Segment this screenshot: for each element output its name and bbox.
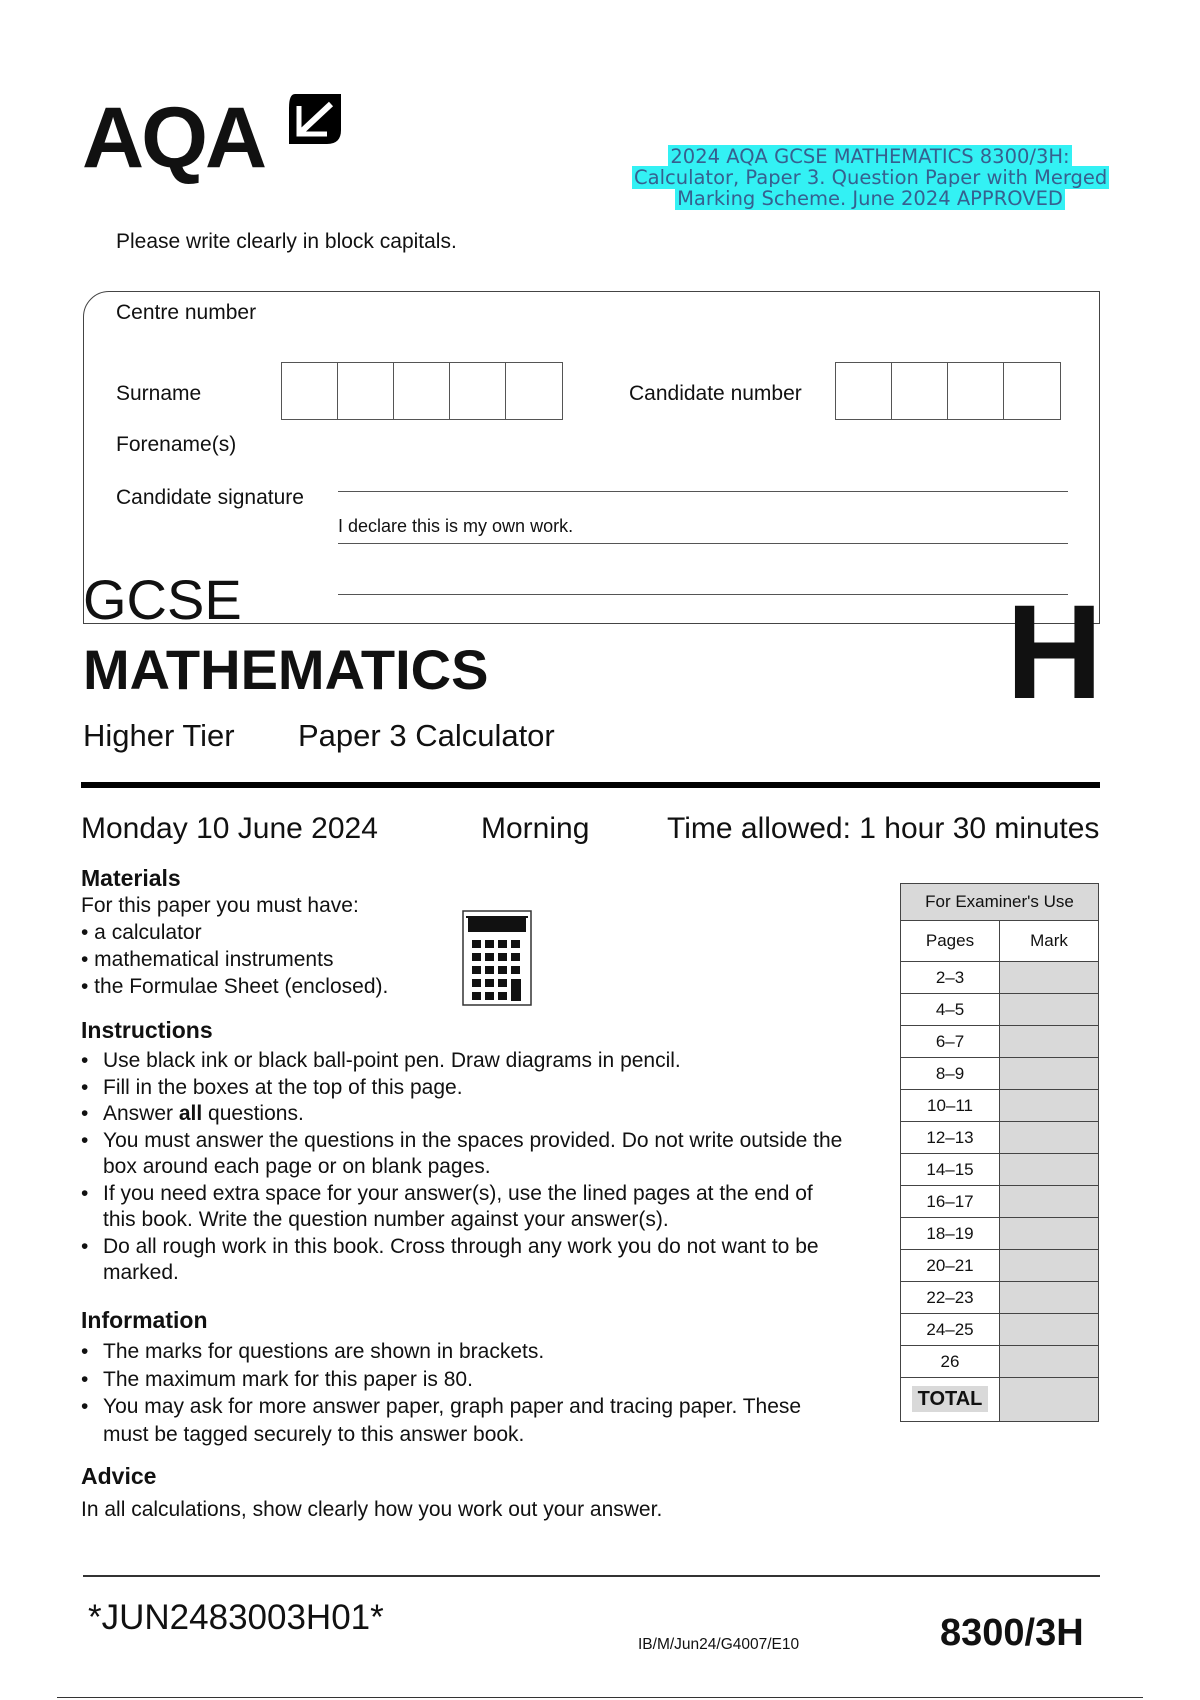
mark-cell [1000, 1250, 1099, 1282]
list-item: • You may ask for more answer paper, graph paper and tracing paper. These must be tagged securely to this answer book. [81, 1395, 802, 1446]
bullet: • [81, 1367, 89, 1391]
table-row [901, 1122, 1099, 1154]
mark-cell [1000, 1186, 1099, 1218]
centre-digit-box[interactable] [450, 363, 506, 419]
surname-label: Surname [116, 382, 202, 405]
pages-cell: 14–15 [901, 1154, 1000, 1186]
barcode-text: *JUN2483003H01* [88, 1598, 384, 1637]
table-row [901, 1186, 1099, 1218]
candidate-digit-box[interactable] [948, 363, 1004, 419]
signature-label: Candidate signature [116, 486, 304, 509]
examiners-use-title: For Examiner's Use [901, 884, 1099, 921]
candidate-number-label: Candidate number [629, 382, 802, 405]
table-row [901, 1058, 1099, 1090]
tier-label: Higher Tier [83, 718, 235, 753]
mark-cell [1000, 1218, 1099, 1250]
bullet: • [81, 1340, 89, 1363]
information-heading: Information [81, 1307, 208, 1333]
mark-cell [1000, 1090, 1099, 1122]
bullet: • [81, 1181, 89, 1205]
candidate-digit-box[interactable] [836, 363, 892, 419]
pages-cell: 26 [901, 1346, 1000, 1378]
examiners-use-table [900, 883, 1099, 1422]
instructions-list [81, 1048, 851, 1287]
list-item: • mathematical instruments [81, 948, 334, 971]
page-bottom-rule [57, 1697, 1143, 1698]
pages-column-header: Pages [901, 921, 1000, 962]
list-item: • If you need extra space for your answer(s), use the lined pages at the end of this book. Write the question number against your answer(s). [81, 1181, 813, 1231]
table-row [901, 1314, 1099, 1346]
exam-date: Monday 10 June 2024 [81, 812, 378, 845]
list-item: • The maximum mark for this paper is 80. [81, 1366, 851, 1394]
divider-thick [81, 782, 1100, 788]
exam-session: Morning [481, 812, 590, 845]
list-item: • Fill in the boxes at the top of this page. [81, 1075, 851, 1102]
pages-cell: 20–21 [901, 1250, 1000, 1282]
signature-field[interactable] [338, 543, 1068, 544]
mark-cell [1000, 1154, 1099, 1186]
mark-cell [1000, 1122, 1099, 1154]
table-row [901, 962, 1099, 994]
materials-intro: For this paper you must have: [81, 894, 359, 917]
centre-digit-box[interactable] [338, 363, 394, 419]
table-row [901, 1154, 1099, 1186]
list-item: • Do all rough work in this book. Cross through any work you do not want to be marked. [81, 1234, 819, 1284]
centre-digit-box[interactable] [506, 363, 562, 419]
list-item: • Answer all questions. [81, 1101, 851, 1128]
mark-column-header: Mark [1000, 921, 1099, 962]
paper-label: Paper 3 Calculator [298, 718, 555, 753]
signature-underline [338, 594, 1068, 595]
advice-text: In all calculations, show clearly how you work out your answer. [81, 1498, 663, 1521]
list-item: • the Formulae Sheet (enclosed). [81, 975, 389, 998]
time-allowed: Time allowed: 1 hour 30 minutes [667, 812, 1100, 845]
examiner-rows [901, 962, 1099, 1378]
candidate-number-boxes[interactable] [835, 362, 1061, 420]
centre-digit-box[interactable] [394, 363, 450, 419]
tier-letter: H [1006, 578, 1103, 727]
bullet: • [81, 1234, 89, 1258]
bullet: • [81, 1395, 89, 1418]
footer-divider [83, 1575, 1100, 1577]
list-item: • a calculator [81, 921, 202, 944]
subject-title: MATHEMATICS [83, 638, 489, 701]
mark-cell [1000, 1314, 1099, 1346]
mark-cell [1000, 1058, 1099, 1090]
mark-cell [1000, 994, 1099, 1026]
bullet: • [81, 1049, 89, 1072]
paper-code: 8300/3H [940, 1612, 1084, 1654]
qualification: GCSE [83, 568, 242, 631]
total-label: TOTAL [901, 1378, 1000, 1422]
mark-cell [1000, 962, 1099, 994]
pages-cell: 12–13 [901, 1122, 1000, 1154]
calculator-icon [462, 910, 532, 1006]
bullet: • [81, 1128, 89, 1152]
candidate-digit-box[interactable] [892, 363, 948, 419]
list-item: • Use black ink or black ball-point pen. Draw diagrams in pencil. [81, 1048, 851, 1075]
pages-cell: 10–11 [901, 1090, 1000, 1122]
document-title-highlight: 2024 AQA GCSE MATHEMATICS 8300/3H: Calculator, Paper 3. Question Paper with Merged Marking Scheme. June 2024 APPROVED [634, 145, 1108, 210]
mark-cell [1000, 1282, 1099, 1314]
pages-cell: 22–23 [901, 1282, 1000, 1314]
total-mark-cell [1000, 1378, 1099, 1422]
table-row [901, 994, 1099, 1026]
table-row [901, 1346, 1099, 1378]
forename-label: Forename(s) [116, 433, 237, 456]
aqa-leaf-icon [287, 90, 343, 148]
centre-digit-box[interactable] [282, 363, 338, 419]
table-row [901, 1250, 1099, 1282]
forename-field[interactable] [338, 491, 1068, 492]
list-item: • The marks for questions are shown in brackets. [81, 1338, 851, 1366]
pages-cell: 18–19 [901, 1218, 1000, 1250]
instructions-heading: Instructions [81, 1017, 213, 1043]
pages-cell: 16–17 [901, 1186, 1000, 1218]
pages-cell: 24–25 [901, 1314, 1000, 1346]
table-row [901, 1218, 1099, 1250]
list-item: • You must answer the questions in the spaces provided. Do not write outside the box around each page or on blank pages. [81, 1128, 843, 1178]
candidate-digit-box[interactable] [1004, 363, 1060, 419]
bullet: • [81, 1102, 89, 1125]
centre-number-label: Centre number [116, 301, 257, 324]
block-capitals-note: Please write clearly in block capitals. [116, 230, 457, 253]
pages-cell: 4–5 [901, 994, 1000, 1026]
materials-heading: Materials [81, 865, 181, 891]
table-row [901, 1282, 1099, 1314]
logo-text: AQA [82, 90, 265, 186]
reference-code: IB/M/Jun24/G4007/E10 [638, 1636, 800, 1653]
declaration-text: I declare this is my own work. [338, 516, 574, 536]
pages-cell: 6–7 [901, 1026, 1000, 1058]
pages-cell: 2–3 [901, 962, 1000, 994]
advice-heading: Advice [81, 1463, 157, 1489]
table-row [901, 1090, 1099, 1122]
mark-cell [1000, 1026, 1099, 1058]
information-list [81, 1338, 851, 1448]
table-row [901, 1026, 1099, 1058]
pages-cell: 8–9 [901, 1058, 1000, 1090]
aqa-logo [82, 88, 352, 188]
bullet: • [81, 1075, 89, 1099]
centre-number-boxes[interactable] [281, 362, 563, 420]
mark-cell [1000, 1346, 1099, 1378]
materials-list [81, 919, 388, 1000]
